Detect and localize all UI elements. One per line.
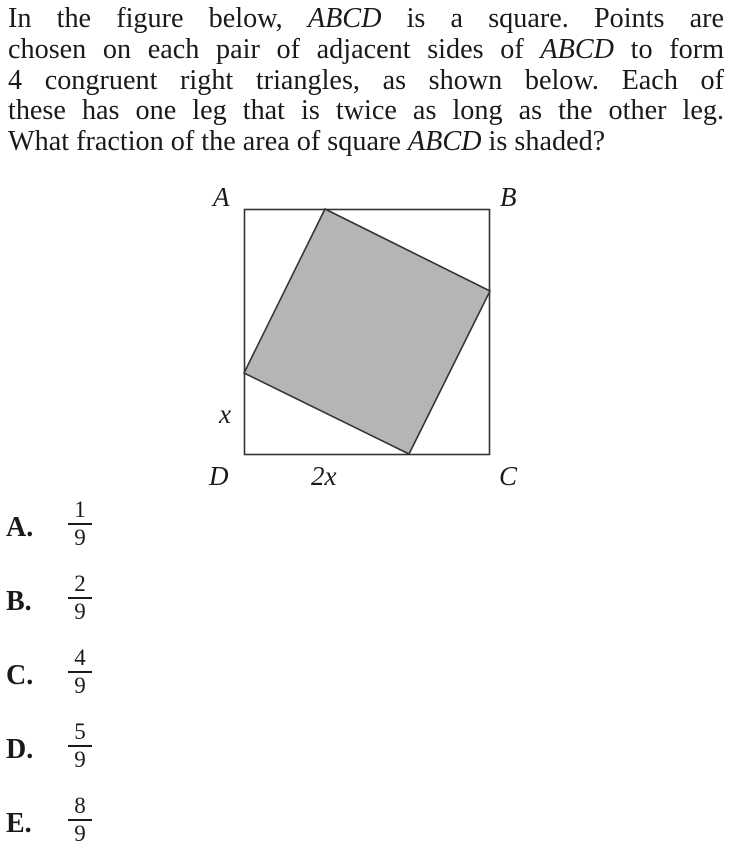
- label-a: A: [213, 182, 230, 212]
- choice-letter: A.: [6, 512, 34, 543]
- choice-fraction: 4 9: [68, 646, 92, 698]
- question-line-1: In the figure below, ABCD is a square. Points are: [8, 3, 724, 34]
- choice-letter: C.: [6, 660, 34, 691]
- choice-c[interactable]: [6, 646, 126, 706]
- question-line-2: chosen on each pair of adjacent sides of ABCD to form: [8, 33, 725, 65]
- label-x: x: [219, 399, 231, 429]
- choice-b[interactable]: [6, 572, 126, 632]
- choice-fraction: 8 9: [68, 794, 92, 846]
- choice-e[interactable]: [6, 794, 126, 854]
- label-b: B: [500, 182, 517, 212]
- label-d: D: [209, 461, 229, 491]
- question-line-5: What fraction of the area of square ABCD is shaded?: [8, 126, 606, 158]
- choice-fraction: 5 9: [68, 720, 92, 772]
- choice-letter: D.: [6, 734, 34, 765]
- shaded-square: [244, 209, 490, 454]
- choice-fraction: 2 9: [68, 572, 92, 624]
- choice-a[interactable]: [6, 498, 126, 558]
- label-c: C: [499, 461, 518, 491]
- label-2x: 2x: [311, 461, 337, 491]
- question-line-4: these has one leg that is twice as long as the other leg.: [8, 95, 724, 127]
- choice-letter: E.: [6, 808, 32, 839]
- choice-fraction: 1 9: [68, 498, 92, 550]
- question-line-3: 4 congruent right triangles, as shown below. Each of: [8, 64, 724, 96]
- choice-letter: B.: [6, 586, 32, 617]
- choice-d[interactable]: [6, 720, 126, 780]
